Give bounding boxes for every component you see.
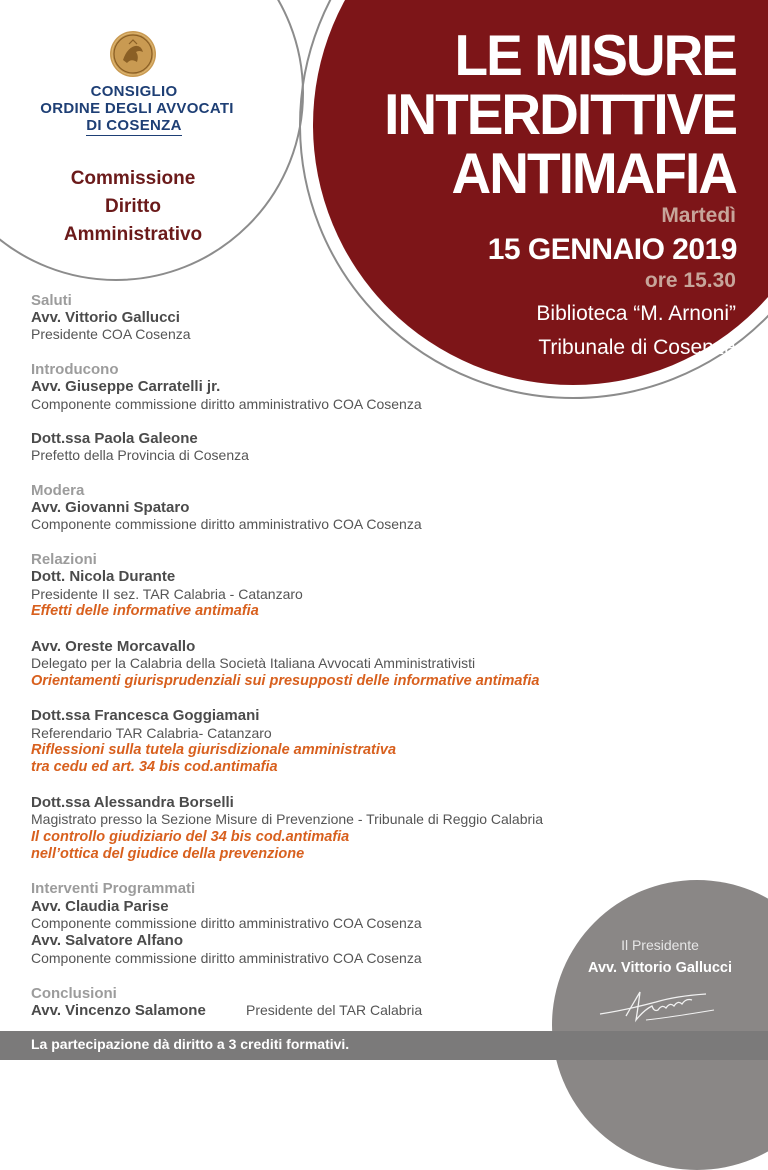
event-title [330,22,736,206]
event-weekday: Martedì [661,204,736,227]
speaker-role: Componente commissione diritto amministrativo COA Cosenza [31,915,422,931]
event-venue-line-2: Tribunale di Cosenza [538,336,736,359]
org-line-2: ORDINE DEGLI AVVOCATI [40,100,234,117]
handwritten-signature [596,980,726,1030]
event-title-line: LE MISURE [454,22,736,88]
section-label-saluti: Saluti [31,292,72,309]
talk-title: Il controllo giudiziario del 34 bis cod.antimafia [31,829,350,845]
org-line-3: DI COSENZA [86,117,182,134]
event-title-line: INTERDITTIVE [384,81,736,147]
org-line-1: CONSIGLIO [90,83,178,100]
event-venue-line-1: Biblioteca “M. Arnoni” [536,302,736,325]
commission-name [40,165,226,249]
talk-title: nell’ottica del giudice della prevenzione [31,846,305,862]
section-label-relazioni: Relazioni [31,551,97,568]
section-label-modera: Modera [31,482,85,499]
speaker-role: Componente commissione diritto amministrativo COA Cosenza [31,396,422,412]
talk-title: Orientamenti giurisprudenziali sui presupposti delle informative antimafia [31,673,540,689]
commission-line: Diritto [105,196,161,217]
talk-title: tra cedu ed art. 34 bis cod.antimafia [31,759,278,775]
talk-title: Riflessioni sulla tutela giurisdizionale amministrativa [31,742,397,758]
event-time: ore 15.30 [644,269,736,292]
bar-seal-logo [109,30,157,78]
event-date: 15 GENNAIO 2019 [487,233,737,266]
speaker-role: Magistrato presso la Sezione Misure di Prevenzione - Tribunale di Reggio Calabria [31,811,544,827]
speaker-name: Avv. Giuseppe Carratelli jr. [31,378,221,395]
speaker-name: Avv. Giovanni Spataro [31,499,190,516]
event-title-line: ANTIMAFIA [451,140,736,206]
speaker-role: Presidente COA Cosenza [31,326,191,342]
speaker-name: Dott.ssa Paola Galeone [31,430,198,447]
section-label-conclusioni: Conclusioni [31,985,117,1002]
section-label-introducono: Introducono [31,361,119,378]
speaker-name: Avv. Vittorio Gallucci [31,309,180,326]
speaker-name: Dott.ssa Francesca Goggiamani [31,707,260,724]
speaker-role: Prefetto della Provincia di Cosenza [31,447,249,463]
commission-line: Amministrativo [63,224,203,245]
speaker-role: Presidente del TAR Calabria [246,1002,423,1018]
speaker-role: Delegato per la Calabria della Società Italiana Avvocati Amministrativisti [31,655,476,671]
signature-title: Il Presidente [621,937,699,953]
speaker-name: Avv. Vincenzo Salamone [31,1002,206,1019]
speaker-name: Avv. Oreste Morcavallo [31,638,196,655]
speaker-name: Avv. Salvatore Alfano [31,932,183,949]
speaker-name: Avv. Claudia Parise [31,898,169,915]
credits-note: La partecipazione dà diritto a 3 crediti formativi. [31,1036,350,1052]
speaker-name: Dott. Nicola Durante [31,568,176,585]
speaker-name: Dott.ssa Alessandra Borselli [31,794,234,811]
speaker-role: Componente commissione diritto amministrativo COA Cosenza [31,950,422,966]
commission-line: Commissione [70,168,196,189]
talk-title: Effetti delle informative antimafia [31,603,259,619]
speaker-role: Presidente II sez. TAR Calabria - Catanzaro [31,586,303,602]
speaker-role: Referendario TAR Calabria- Catanzaro [31,725,272,741]
speaker-role: Componente commissione diritto amministrativo COA Cosenza [31,516,422,532]
section-label-interventi: Interventi Programmati [31,880,196,897]
signature-name: Avv. Vittorio Gallucci [588,960,732,976]
